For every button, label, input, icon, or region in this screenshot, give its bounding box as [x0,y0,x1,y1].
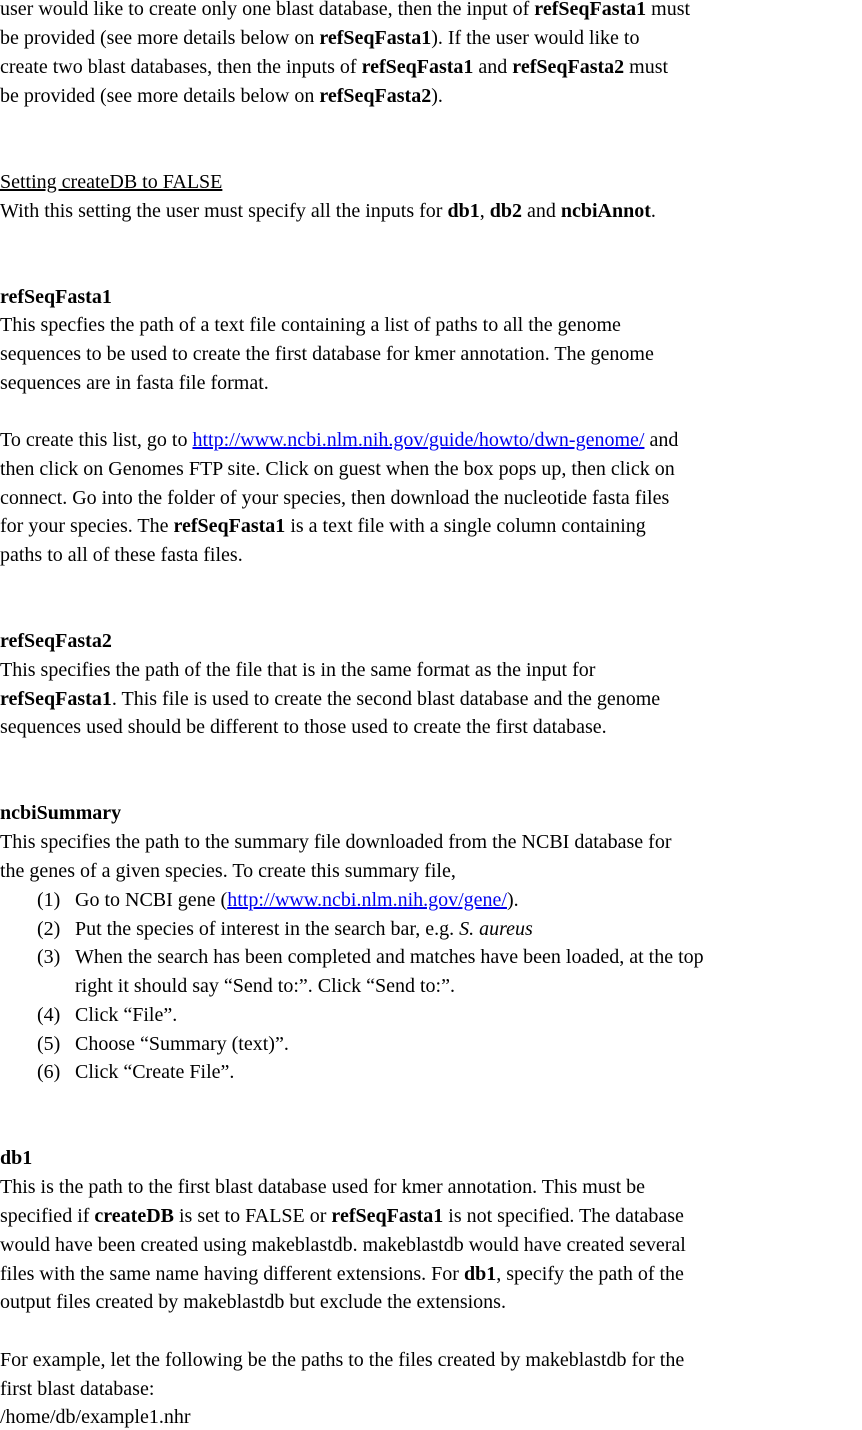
db1-line-5: output files created by makeblastdb but exclude the extensions. [0,1291,506,1313]
refseqfasta1-line-3: sequences are in fasta file format. [0,372,269,394]
refseqfasta1-list-line-2: then click on Genomes FTP site. Click on guest when the box pops up, then click on [0,458,675,480]
createdb-false-heading: Setting createDB to FALSE [0,171,223,193]
step-1-text: Go to NCBI gene (http://www.ncbi.nlm.nih.gov/gene/). [75,889,519,911]
refseqfasta2-line-3: sequences used should be different to those used to create the first database. [0,716,607,738]
step-3-text-line-2: right it should say “Send to:”. Click “Send to:”. [75,975,455,997]
refseqfasta2-line-1: This specifies the path of the file that is in the same format as the input for [0,659,596,681]
step-3-number: (3) [37,946,61,968]
step-6-text: Click “Create File”. [75,1061,235,1083]
refseqfasta1-line-1: This specfies the path of a text file containing a list of paths to all the genome [0,314,621,336]
db1-example-path: /home/db/example1.nhr [0,1406,191,1428]
intro-line-1: user would like to create only one blast database, then the input of refSeqFasta1 must [0,0,691,20]
ncbi-genome-download-link[interactable]: http://www.ncbi.nlm.nih.gov/guide/howto/dwn-genome/ [192,429,645,451]
step-5-number: (5) [37,1033,61,1055]
db1-example-line-2: first blast database: [0,1378,155,1400]
step-5-text: Choose “Summary (text)”. [75,1033,289,1055]
refseqfasta1-heading: refSeqFasta1 [0,286,112,308]
createdb-false-text: With this setting the user must specify all the inputs for db1, db2 and ncbiAnnot. [0,200,656,222]
refseqfasta1-list-line-4: for your species. The refSeqFasta1 is a text file with a single column containing [0,515,646,537]
db1-example-line-1: For example, let the following be the paths to the files created by makeblastdb for the [0,1349,685,1371]
refseqfasta1-list-line-5: paths to all of these fasta files. [0,544,243,566]
step-2-number: (2) [37,918,61,940]
refseqfasta1-list-line-3: connect. Go into the folder of your species, then download the nucleotide fasta files [0,487,670,509]
refseqfasta2-heading: refSeqFasta2 [0,630,112,652]
step-6-number: (6) [37,1061,61,1083]
refseqfasta1-line-2: sequences to be used to create the first database for kmer annotation. The genome [0,343,654,365]
ncbisummary-heading: ncbiSummary [0,802,122,824]
step-3-text-line-1: When the search has been completed and matches have been loaded, at the top [75,946,704,968]
db1-line-4: files with the same name having different extensions. For db1, specify the path of the [0,1263,684,1285]
step-4-number: (4) [37,1004,61,1026]
intro-line-4: be provided (see more details below on refSeqFasta2). [0,85,443,107]
db1-heading: db1 [0,1147,33,1169]
ncbisummary-line-1: This specifies the path to the summary file downloaded from the NCBI database for [0,831,672,853]
intro-line-3: create two blast databases, then the inputs of refSeqFasta1 and refSeqFasta2 must [0,56,669,78]
step-1-number: (1) [37,889,61,911]
db1-line-1: This is the path to the first blast database used for kmer annotation. This must be [0,1176,646,1198]
step-4-text: Click “File”. [75,1004,178,1026]
refseqfasta2-line-2: refSeqFasta1. This file is used to create the second blast database and the genome [0,688,661,710]
intro-line-2: be provided (see more details below on refSeqFasta1). If the user would like to [0,27,640,49]
ncbi-gene-link[interactable]: http://www.ncbi.nlm.nih.gov/gene/ [227,889,507,911]
ncbisummary-line-2: the genes of a given species. To create this summary file, [0,860,456,882]
db1-line-3: would have been created using makeblastdb. makeblastdb would have created several [0,1234,686,1256]
db1-line-2: specified if createDB is set to FALSE or refSeqFasta1 is not specified. The database [0,1205,684,1227]
refseqfasta1-list-line-1: To create this list, go to http://www.ncbi.nlm.nih.gov/guide/howto/dwn-genome/ and [0,429,679,451]
step-2-text: Put the species of interest in the search bar, e.g. S. aureus [75,918,533,940]
